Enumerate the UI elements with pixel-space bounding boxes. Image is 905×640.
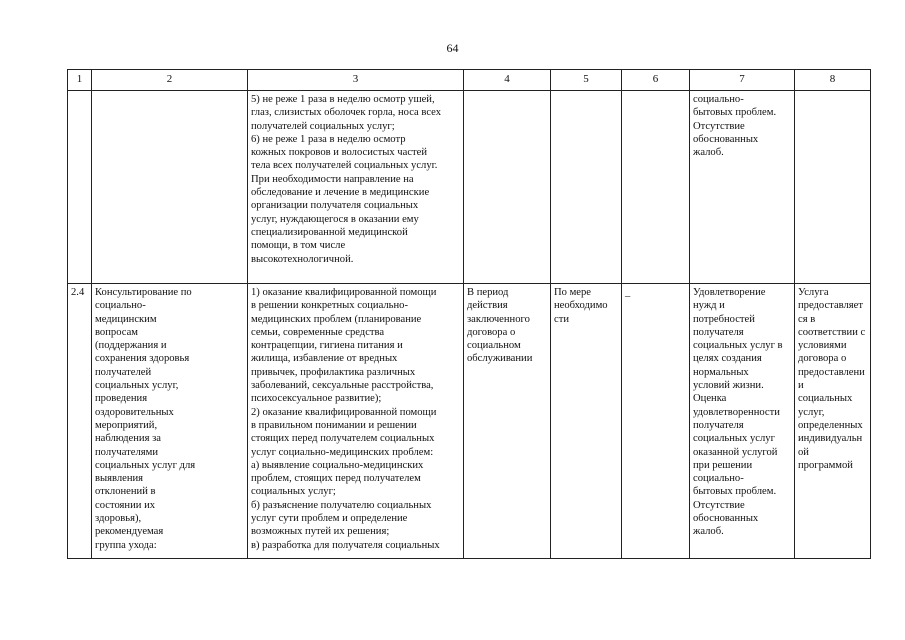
row2-col6-cell: _: [622, 284, 690, 559]
row1-description-cell: 5) не реже 1 раза в неделю осмотр ушей, глаз, слизистых оболочек горла, носа всех получателей социальных услуг; 6) не реже 1 раза в неделю осмотр кожных покровов и волосистых частей тела всех получателей социальных услуг. При необходимости направление на обследование и лечение в медицинские организации получателя социальных услуг, нуждающегося в оказании ему специализированной медицинской помощи, в том числе высокотехнологичной.: [248, 91, 464, 284]
row2-description-cell: 1) оказание квалифицированной помощи в решении конкретных социально- медицинских проблем (планирование семьи, современные средства контрацепции, гигиена питания и жилища, избавление от вредных привычек, профилактика различных заболеваний, сексуальные расстройства, психосексуальное развитие); 2) оказание квалифицированной помощи в правильном понимании и решении стоящих перед получателем социальных услуг социально-медицинских проблем: а) выявление социально-медицинских проблем, стоящих перед получателем социальных услуг; б) разъяснение получателю социальных услуг сути проблем и определение возможных путей их решения; в) разработка для получателя социальных: [248, 284, 464, 559]
header-cell-2: 2: [92, 70, 248, 91]
row2-frequency-cell: По мере необходимо сти: [551, 284, 622, 559]
row2-service-name-cell: Консультирование по социально- медицинским вопросам (поддержания и сохранения здоровья получателей социальных услуг, проведения оздоровительных мероприятий, наблюдения за получателями социальных услуг для выявления отклонений в состоянии их здоровья), рекомендуемая группа ухода:: [92, 284, 248, 559]
row2-conditions-cell: Услуга предоставляется в соответствии с условиями договора о предоставлении социальных услуг, определенных индивидуальной программой: [795, 284, 871, 559]
row1-service-name-cell: [92, 91, 248, 284]
row2-number-cell: 2.4: [68, 284, 92, 559]
header-cell-5: 5: [551, 70, 622, 91]
row2-period-cell: В период действия заключенного договора о социальном обслуживании: [464, 284, 551, 559]
row1-number-cell: [68, 91, 92, 284]
row2-quality-cell: Удовлетворение нужд и потребностей получателя социальных услуг в целях создания нормальных условий жизни. Оценка удовлетворенности получателя социальных услуг оказанной услугой при решении социально- бытовых проблем. Отсутствие обоснованных жалоб.: [690, 284, 795, 559]
header-cell-3: 3: [248, 70, 464, 91]
header-cell-7: 7: [690, 70, 795, 91]
table-header-row: [68, 70, 871, 91]
row1-frequency-cell: [551, 91, 622, 284]
table-row: [68, 91, 871, 284]
header-cell-1: 1: [68, 70, 92, 91]
table-row: [68, 284, 871, 559]
header-cell-4: 4: [464, 70, 551, 91]
page-number: 64: [446, 41, 459, 55]
services-table: [67, 69, 871, 559]
header-cell-6: 6: [622, 70, 690, 91]
header-cell-8: 8: [795, 70, 871, 91]
row1-conditions-cell: [795, 91, 871, 284]
row1-col6-cell: [622, 91, 690, 284]
row1-quality-cell: социально- бытовых проблем. Отсутствие обоснованных жалоб.: [690, 91, 795, 284]
row1-period-cell: [464, 91, 551, 284]
